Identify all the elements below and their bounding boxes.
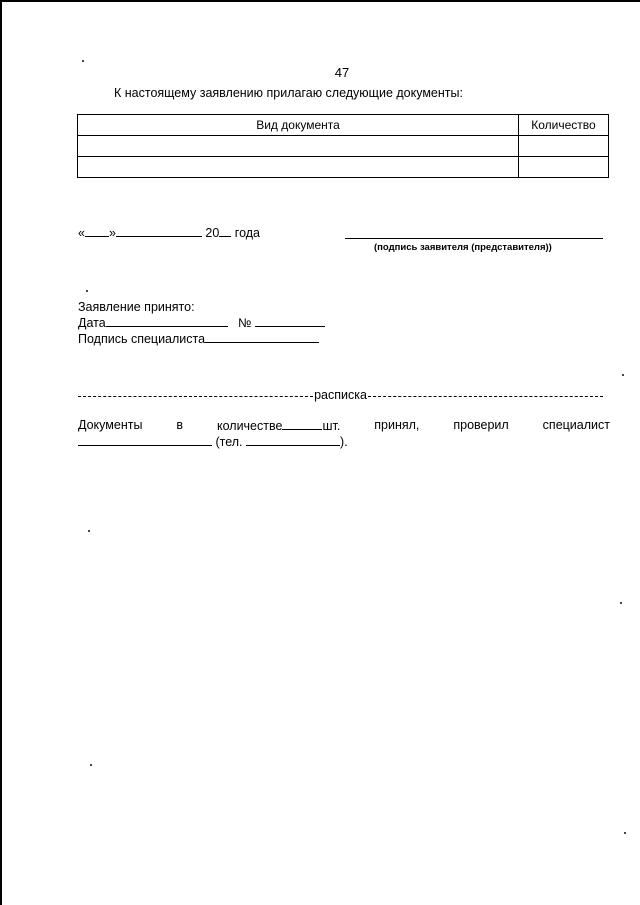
table-row: [78, 157, 609, 178]
table-row: [78, 136, 609, 157]
quantity-blank: [282, 418, 322, 430]
table-cell: [78, 157, 519, 178]
year-blank: [219, 225, 231, 237]
accepted-specialist-row: [78, 331, 325, 347]
number-blank: [255, 315, 325, 327]
close-quote: »: [108, 226, 116, 240]
word-checked: проверил: [453, 418, 509, 432]
number-label: №: [238, 316, 252, 330]
word-specialist: специалист: [542, 418, 610, 432]
scan-speck: [620, 602, 622, 604]
tel-blank: [246, 434, 340, 446]
scan-speck: [82, 60, 84, 62]
date-label: Дата: [78, 316, 106, 330]
specialist-blank: [205, 331, 319, 343]
dashed-line-left: [78, 396, 313, 397]
tel-close: ).: [340, 435, 348, 449]
header-document-type: Вид документа: [78, 115, 519, 136]
date-line: [78, 225, 260, 240]
table-cell: [519, 136, 609, 157]
year-suffix: года: [234, 226, 260, 240]
word-documents: Документы: [78, 418, 143, 432]
dashed-line-right: [368, 396, 603, 397]
accepted-block: [78, 300, 325, 347]
word-quantity: количестве: [216, 419, 283, 433]
page-number: 47: [334, 65, 350, 80]
table-cell: [519, 157, 609, 178]
scan-speck: [622, 374, 624, 376]
table-header-row: [78, 115, 609, 136]
word-accepted: принял,: [374, 418, 420, 432]
day-blank: [85, 225, 109, 237]
intro-text: К настоящему заявлению прилагаю следующие документы:: [114, 86, 463, 100]
header-quantity: Количество: [519, 115, 609, 136]
accepted-date-row: [78, 315, 325, 331]
open-quote: «: [78, 226, 85, 240]
scan-speck: [86, 290, 88, 292]
docs-sentence-line2: [78, 434, 348, 449]
scan-speck: [88, 530, 90, 532]
signature-line: [345, 238, 603, 239]
docs-sentence-line: [78, 418, 610, 433]
specialist-label: Подпись специалиста: [78, 332, 206, 346]
signature-caption: (подпись заявителя (представителя)): [374, 242, 552, 253]
word-pcs: шт.: [322, 419, 341, 433]
receipt-divider: [78, 388, 603, 402]
scan-speck: [624, 832, 626, 834]
receipt-label: расписка: [314, 388, 367, 402]
specialist-name-blank: [78, 434, 212, 446]
documents-table: [77, 114, 609, 178]
date-blank: [106, 315, 228, 327]
tel-label: (тел.: [215, 435, 243, 449]
accepted-title: Заявление принято:: [78, 300, 195, 314]
quantity-group: [217, 418, 340, 433]
scan-speck: [90, 764, 92, 766]
table-cell: [78, 136, 519, 157]
year-prefix: 20: [205, 226, 220, 240]
month-blank: [116, 225, 202, 237]
word-in: в: [176, 418, 184, 432]
